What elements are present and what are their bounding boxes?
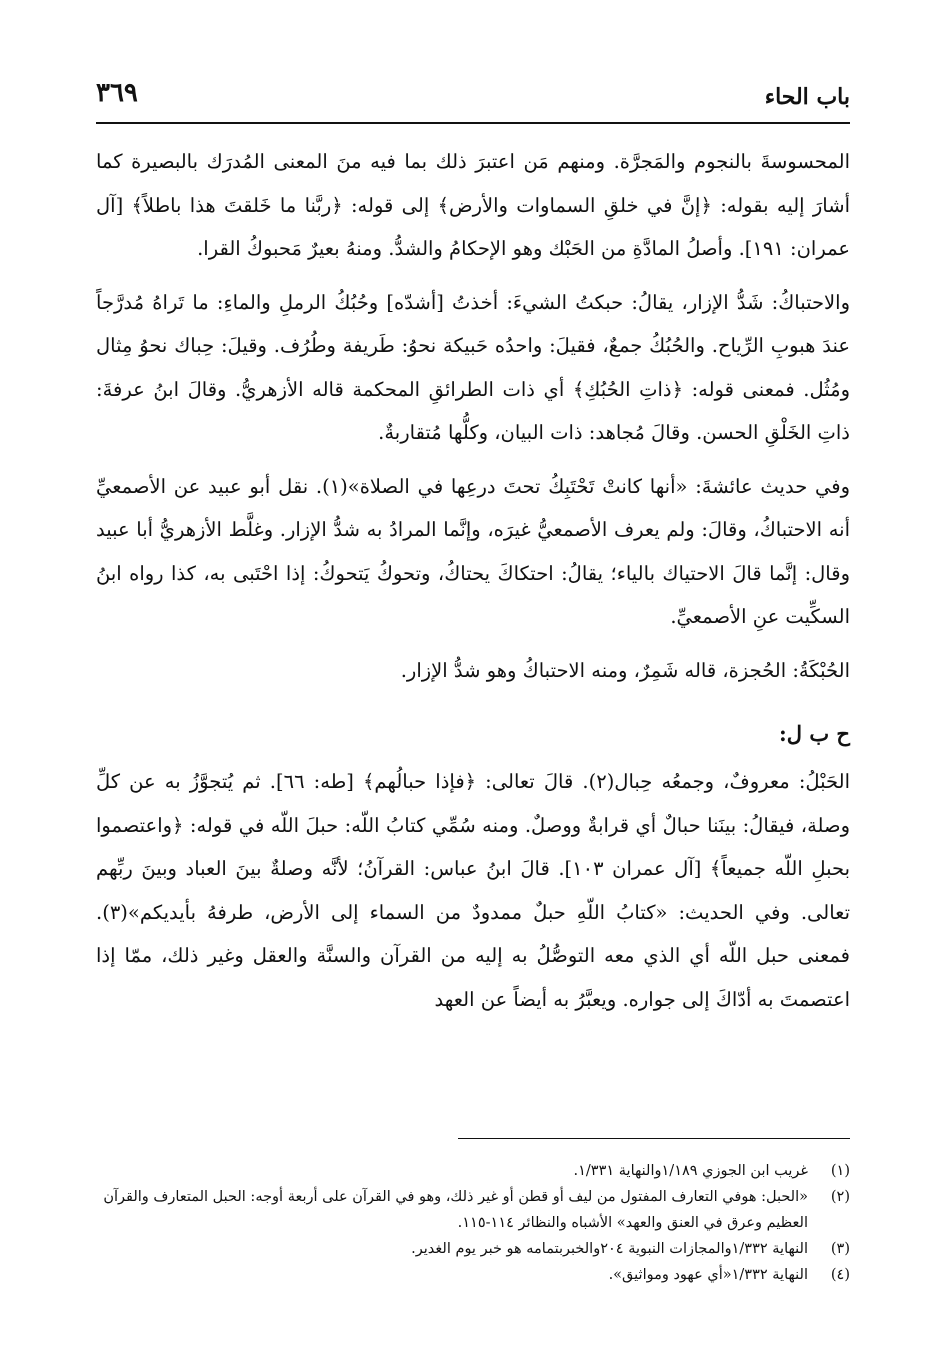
footnote-number: (٣) [830, 1241, 850, 1257]
footnote-text: غريب ابن الجوزي ١/١٨٩والنهاية ١/٣٣١. [573, 1163, 808, 1179]
paragraph: المحسوسةَ بالنجوم والمَجرَّة. ومنهم مَن اعتبرَ ذلك بما فيه منَ المعنى المُدرَك بالبصيرة كما أشارَ إليه بقوله: ﴿إنَّ في خلقِ السماوات والأرض﴾ إلى قوله: ﴿ربَّنا ما خَلقتَ هذا باطلاً﴾ [آل عمران: ١٩١]. وأصلُ المادَّةِ من الحَبْك وهو الإحكامُ والشدُّ. ومنهُ بعيرٌ مَحبوكُ القرا. [96, 150, 850, 260]
footnotes [96, 1158, 850, 1288]
paragraph: الحَبْلُ: معروفٌ، وجمعُه حِبال(٢). قالَ تعالى: ﴿فإذا حبالُهم﴾ [طه: ٦٦]. ثم يُتجوَّزُ به عن كلِّ وصلة، فيقالُ: بينَنا حبالٌ أي قرابةٌ ووصلٌ. ومنه سُمِّي كتابُ اللّه: حبلَ اللّه في قوله: ﴿واعتصموا بحبلِ اللّه جميعاً﴾ [آل عمران ١٠٣]. قالَ ابنُ عباس: القرآنُ؛ لأنَّه وصلةٌ بينَ العباد وبينَ ربِّهم تعالى. وفي الحديث: «كتابُ اللّهِ حبلٌ ممدودٌ من السماء إلى الأرض، طرفهُ بأيديكم»(٣). فمعنى حبل اللّه أي الذي معه التوصُّلُ به إليه من القرآن والسنَّة والعقل وغير ذلك، ممّا إذا اعتصمتَ به أدّاكَ إلى جواره. ويعبَّرُ به أيضاً عن العهد [96, 770, 851, 1011]
footnote-number: (٢) [830, 1189, 850, 1205]
footnote-number: (٤) [830, 1267, 850, 1283]
page-number: ٣٦٩ [96, 78, 138, 108]
footnote-item [96, 1262, 850, 1288]
footnote-item [96, 1236, 850, 1262]
footnote-item [96, 1158, 850, 1184]
paragraph: وفي حديث عائشةَ: «أنها كانتْ تَحْتَبِكُ تحتَ درعِها في الصلاة»(١). نقل أبو عبيد عن الأصمعيِّ أنه الاحتباكُ، وقالَ: ولم يعرف الأصمعيُّ غيرَه، وإنَّما المرادُ به شدُّ الإزار. وغلَّط الأزهريُّ أبا عبيد وقال: إنَّما قالَ الاحتياك بالياء؛ يقالُ: احتكاكَ يحتاكُ، وتحوكُ يَتحوكُ: إذا احْتَبى به، كذا رواه ابنُ السكِّيت عنِ الأصمعيِّ. [96, 474, 850, 628]
main-text [96, 140, 850, 1031]
footnote-text: النهاية ١/٣٣٢والمجازات النبوية ٢٠٤والخبربتمامه هو خبر يوم الغدير. [411, 1241, 808, 1257]
footnote-text: النهاية ١/٣٣٢«أي عهود ومواثيق». [608, 1267, 808, 1283]
page-header [96, 64, 850, 124]
section-heading: ح ب ل: [779, 721, 850, 746]
paragraph: الحُبْكَةُ: الحُجزة، قاله شَمِرٌ، ومنه الاحتباكُ وهو شدُّ الإزار. [400, 658, 850, 682]
chapter-title: باب الحاء [764, 84, 850, 110]
footnote-item [96, 1184, 850, 1236]
footnote-text: «الحبل: هوفي التعارف المفتول من ليف أو قطن أو غير ذلك، وهو في القرآن على أربعة أوجه: الحبل المتعارف والقرآن العظيم وعرق في العنق والعهد» الأشباه والنظائر ١١٤-١١٥. [103, 1189, 808, 1231]
footnote-number: (١) [830, 1163, 850, 1179]
header-divider [96, 122, 850, 124]
paragraph: والاحتباكُ: شَدُّ الإزار، يقالُ: حبكتُ الشيءَ: أخذتُ [أشدّه] وحُبُكُ الرملِ والماءِ: ما تَراهُ مُدرَّجاً عندَ هبوبِ الرِّياح. والحُبُكُ جمعٌ، فقيلَ: واحدُه حَبيكة نحوُ: طَريفة وطُرُف. وقيلَ: حِباك نحوُ مِثال ومُثُل. فمعنى قوله: ﴿ذاتِ الحُبُكِ﴾ أي ذات الطرائقِ المحكمة قاله الأزهريُّ. وقالَ ابنُ عرفةَ: ذاتِ الخَلْقِ الحسن. وقالَ مُجاهد: ذات البيان، وكلُّها مُتقاربةٌ. [96, 290, 850, 444]
footnote-divider [458, 1138, 850, 1139]
